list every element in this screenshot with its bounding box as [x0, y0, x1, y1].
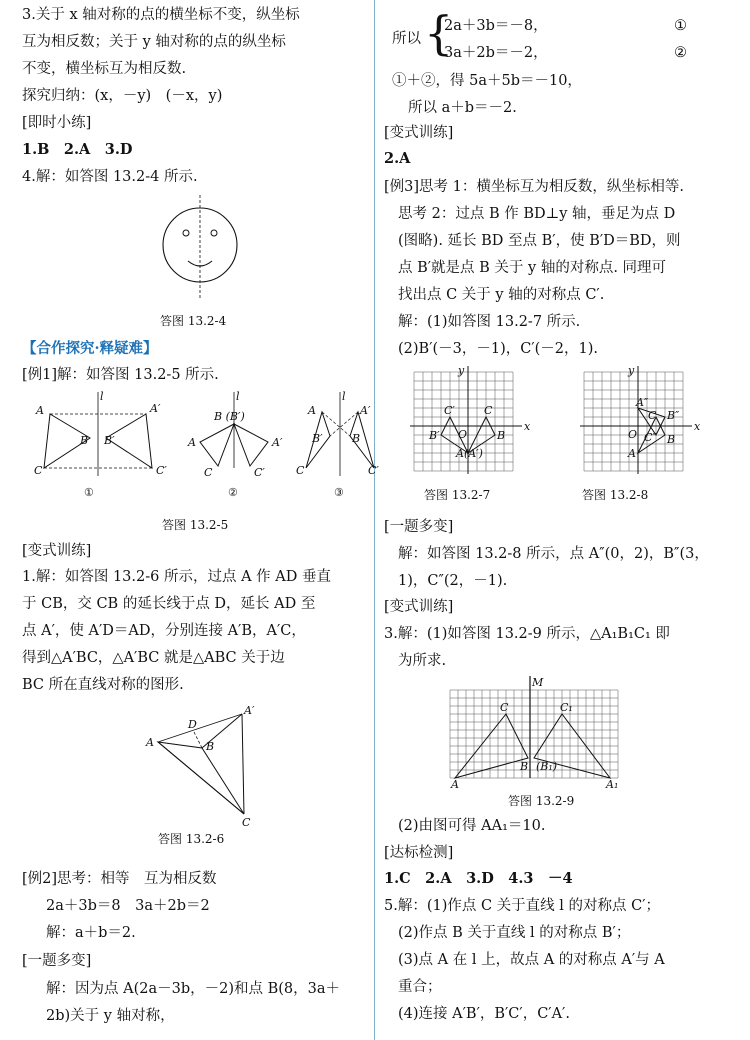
equation-line: 2a＋3b＝－8，	[444, 18, 548, 34]
text-line: (2)B′(－3，－1)，C′(－2，1).	[398, 341, 599, 357]
text-line: 所以	[392, 31, 421, 47]
svg-text:B: B	[667, 433, 676, 446]
svg-text:A″: A″	[636, 396, 649, 409]
text-line: 解：因为点 A(2a－3b，－2)和点 B(8，3a＋	[46, 981, 341, 997]
text-line: 互为相反数；关于 y 轴对称的点的纵坐标	[22, 34, 286, 50]
text-line: 解：如答图 13.2-8 所示，点 A″(0，2)，B″(3，	[398, 546, 709, 562]
text-line: (图略). 延长 BD 至点 B′，使 B′D＝BD，则	[398, 233, 681, 249]
svg-text:B: B	[80, 434, 89, 447]
svg-text:C: C	[648, 409, 657, 422]
coordinate-grid-figure	[580, 364, 701, 476]
svg-text:l: l	[236, 390, 240, 403]
answer-line: 1.B 2.A 3.D	[22, 141, 133, 158]
svg-text:A′: A′	[150, 402, 161, 415]
text-line: 解：(1)如答图 13.2-7 所示.	[398, 314, 581, 330]
svg-text:y: y	[458, 364, 465, 377]
text-line: (4)连接 A′B′，B′C′，C′A′.	[398, 1006, 570, 1022]
svg-text:B: B	[497, 429, 506, 442]
text-line: 3.解：(1)如答图 13.2-9 所示，△A₁B₁C₁ 即	[384, 626, 670, 642]
figure-caption: 答图 13.2-6	[158, 832, 225, 846]
smiley-face-figure	[158, 195, 248, 305]
text-line: 点 A′，使 A′D＝AD，分别连接 A′B，A′C，	[22, 623, 306, 639]
svg-text:A: A	[146, 736, 154, 749]
svg-text:C: C	[34, 464, 43, 477]
answer-line: 2.A	[384, 150, 411, 167]
svg-text:O: O	[628, 428, 638, 441]
figure-number: ①	[84, 486, 94, 499]
svg-text:y: y	[628, 364, 635, 377]
svg-text:C₁: C₁	[560, 701, 573, 714]
text-line: (3)点 A 在 l 上，故点 A 的对称点 A′与 A	[398, 952, 665, 968]
text-line: BC 所在直线对称的图形.	[22, 677, 184, 693]
text-line: (2)由图可得 AA₁＝10.	[398, 818, 546, 834]
svg-text:M: M	[532, 676, 544, 689]
svg-text:A: A	[188, 436, 196, 449]
svg-text:B′: B′	[312, 432, 323, 445]
text-line: (2)作点 B 关于直线 l 的对称点 B′；	[398, 925, 631, 941]
svg-text:B′: B′	[429, 429, 440, 442]
text-line: 1)，C″(2，－1).	[398, 573, 508, 589]
text-line: 于 CB，交 CB 的延长线于点 D，延长 AD 至	[22, 596, 316, 612]
figure-number: ③	[334, 486, 344, 499]
svg-text:B (B′): B (B′)	[214, 410, 245, 423]
svg-text:D: D	[188, 718, 197, 731]
section-heading: 【合作探究·释疑难】	[22, 340, 158, 357]
text-line: 所以 a＋b＝－2.	[408, 100, 517, 116]
text-line: 2b)关于 y 轴对称，	[46, 1008, 175, 1024]
svg-text:B: B	[352, 432, 361, 445]
section-label: [即时小练]	[22, 115, 92, 131]
text-line: 2a＋3b＝8 3a＋2b＝2	[46, 898, 210, 914]
text-line: 不变，横坐标互为相反数.	[22, 61, 187, 77]
text-line: 解：a＋b＝2.	[46, 925, 136, 941]
svg-text:C: C	[204, 466, 213, 479]
svg-text:C′: C′	[156, 464, 167, 477]
svg-text:O: O	[458, 428, 468, 441]
svg-text:A′: A′	[360, 404, 371, 417]
figure-caption: 答图 13.2-8	[582, 488, 649, 502]
figure-caption: 答图 13.2-4	[160, 314, 227, 328]
svg-text:(B₁): (B₁)	[536, 760, 558, 773]
figure-caption: 答图 13.2-5	[162, 518, 229, 532]
text-line: 3.关于 x 轴对称的点的横坐标不变，纵坐标	[22, 7, 300, 23]
svg-text:A: A	[308, 404, 316, 417]
triangle-reflection-figure	[140, 702, 255, 829]
text-line: 得到△A′BC，△A′BC 就是△ABC 关于边	[22, 650, 285, 666]
equation-line: 3a＋2b＝－2，	[444, 45, 548, 61]
svg-text:A: A	[451, 778, 459, 791]
svg-text:B: B	[206, 740, 215, 753]
equation-number: ②	[674, 45, 687, 61]
svg-text:C′: C′	[444, 404, 455, 417]
svg-text:B: B	[520, 760, 529, 773]
svg-text:x: x	[694, 420, 701, 433]
text-line: [例1]解：如答图 13.2-5 所示.	[22, 367, 219, 383]
symmetry-figures	[22, 390, 379, 502]
text-line: 重合；	[398, 979, 442, 995]
svg-text:l: l	[100, 390, 104, 403]
text-line: 1.解：如答图 13.2-6 所示，过点 A 作 AD 垂直	[22, 569, 331, 585]
text-line: ①＋②，得 5a＋5b＝－10，	[392, 73, 582, 89]
figure-caption: 答图 13.2-9	[508, 794, 575, 808]
svg-text:A: A	[36, 404, 44, 417]
text-line: 4.解：如答图 13.2-4 所示.	[22, 169, 198, 185]
text-line: 5.解：(1)作点 C 关于直线 l 的对称点 C′；	[384, 898, 661, 914]
svg-text:A′: A′	[272, 436, 283, 449]
svg-text:A: A	[628, 447, 636, 460]
svg-text:C: C	[500, 701, 509, 714]
column-divider	[374, 0, 375, 1040]
text-line: 找出点 C 关于 y 轴的对称点 C′.	[398, 287, 605, 303]
equation-number: ①	[674, 18, 687, 34]
answer-line: 1.C 2.A 3.D 4.3 －4	[384, 870, 573, 887]
text-line: [例3]思考 1：横坐标互为相反数，纵坐标相等.	[384, 179, 684, 195]
svg-text:x: x	[524, 420, 531, 433]
brace-icon: {	[424, 6, 454, 60]
section-label: [变式训练]	[22, 543, 92, 559]
section-label: [达标检测]	[384, 845, 454, 861]
svg-text:A′: A′	[244, 704, 255, 717]
section-label: [变式训练]	[384, 599, 454, 615]
svg-text:C: C	[296, 464, 305, 477]
figure-caption: 答图 13.2-7	[424, 488, 491, 502]
text-line: 探究归纳：(x，－y) (－x，y)	[22, 88, 223, 104]
svg-text:B′: B′	[104, 434, 115, 447]
svg-text:l: l	[342, 390, 346, 403]
figure-number: ②	[228, 486, 238, 499]
text-line: 思考 2：过点 B 作 BD⊥y 轴，垂足为点 D	[398, 206, 676, 222]
section-label: [变式训练]	[384, 125, 454, 141]
svg-text:B″: B″	[667, 409, 680, 422]
svg-text:C′: C′	[368, 464, 379, 477]
coordinate-grid-figure	[410, 364, 531, 476]
section-label: [一题多变]	[22, 953, 92, 969]
text-line: 为所求.	[398, 653, 447, 669]
svg-text:C: C	[242, 816, 251, 829]
svg-text:A(A′): A(A′)	[456, 447, 483, 460]
svg-text:C: C	[484, 404, 493, 417]
reflection-grid-figure	[450, 676, 630, 791]
svg-text:C″: C″	[644, 431, 657, 444]
text-line: 点 B′就是点 B 关于 y 轴的对称点. 同理可	[398, 260, 667, 276]
section-label: [一题多变]	[384, 519, 454, 535]
svg-text:C′: C′	[254, 466, 265, 479]
text-line: [例2]思考：相等 互为相反数	[22, 871, 217, 887]
svg-text:A₁: A₁	[606, 778, 619, 791]
